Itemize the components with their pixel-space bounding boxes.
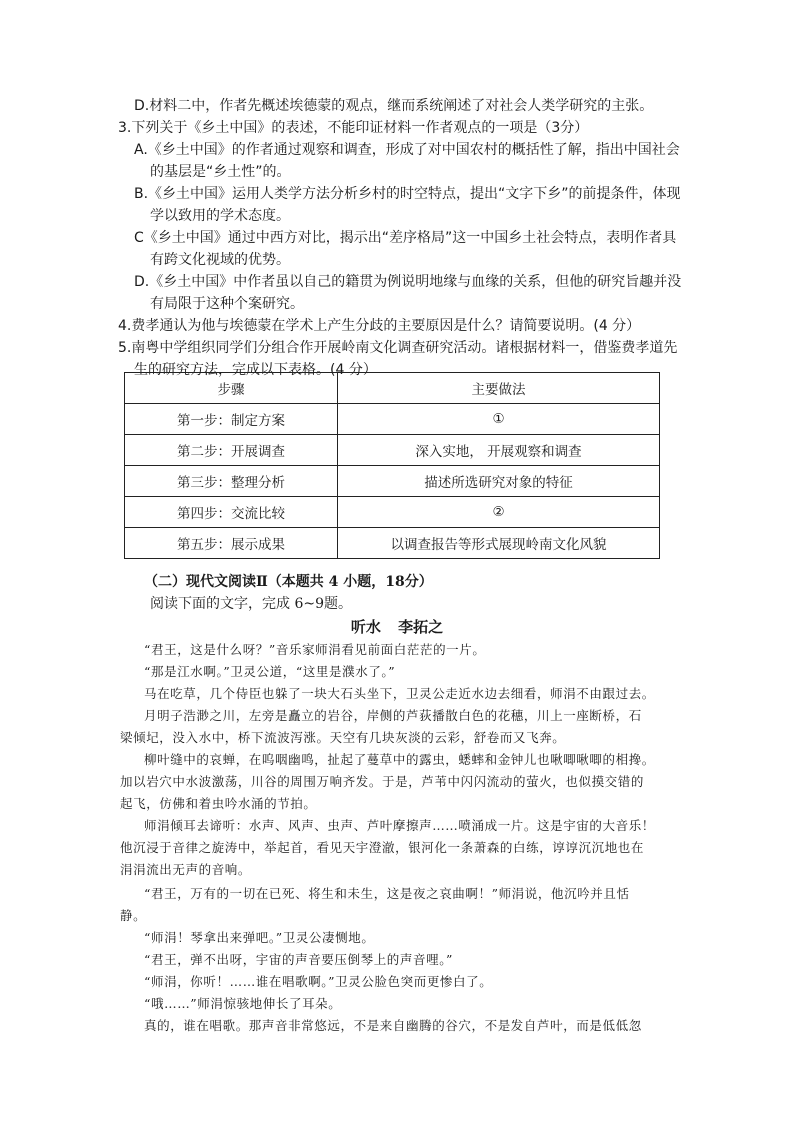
question-3-option-a-cont: 的基层是“乡土性”的。	[150, 164, 291, 180]
story-paragraph: 师涓倾耳去谛听：水声、风声、虫声、芦叶摩擦声……喷涌成一片。这是宇宙的大音乐！	[144, 818, 655, 833]
header-step: 步骤	[125, 373, 338, 404]
method-cell: 以调查报告等形式展现岭南文化风貌	[338, 528, 660, 559]
step-cell: 第五步：展示成果	[125, 528, 338, 559]
table-row	[125, 497, 660, 528]
story-title-line	[0, 616, 794, 637]
story-paragraph: “君王，万有的一切在已死、将生和未生，这是夜之哀曲啊！”师涓说，他沉吟并且恬	[144, 886, 630, 901]
question-3-option-b: B.《乡土中国》运用人类学方法分析乡村的时空特点，提出“文字下乡”的前提条件，体现	[134, 186, 681, 202]
question-5-stem: 5.南粤中学组织同学们分组合作开展岭南文化调查研究活动。诸根据材料一，借鉴费孝道先	[118, 340, 678, 356]
question-4-stem: 4.费孝通认为他与埃德蒙在学术上产生分歧的主要原因是什么？请简要说明。(4 分）	[118, 318, 641, 334]
question-3-option-c-cont: 有跨文化视域的优势。	[150, 252, 290, 268]
question-3-stem: 3.下列关于《乡土中国》的表述，不能印证材料一作者观点的一项是（3分）	[118, 120, 589, 136]
story-paragraph: 真的，谁在唱歌。那声音非常悠远，不是来自幽腾的谷穴，不是发自芦叶，而是低低忽	[144, 1018, 642, 1033]
reading-instruction: 阅读下面的文字，完成 6~9题。	[150, 596, 352, 612]
story-paragraph-cont: 起飞，仿佛和着虫吟水涌的节拍。	[120, 796, 317, 811]
step-cell: 第二步：开展调查	[125, 435, 338, 466]
question-3-option-d: D.《乡土中国》中作者虽以自己的籍贯为例说明地缘与血缘的关系，但他的研究旨趣并没	[134, 274, 682, 290]
header-method: 主要做法	[338, 373, 660, 404]
story-paragraph-cont: 涓涓流出无声的音响。	[120, 862, 252, 877]
story-paragraph: “师涓，你听！……谁在唱歌啊。”卫灵公脸色突而更惨白了。	[144, 974, 493, 989]
steps-table	[124, 372, 660, 559]
question-2-option-d: D.材料二中，作者先概述埃德蒙的观点，继而系统阐述了对社会人类学研究的主张。	[134, 98, 654, 114]
question-3-option-a: A.《乡土中国》的作者通过观察和调查，形成了对中国农村的概括性了解，指出中国社会	[134, 142, 680, 158]
story-paragraph-cont: 静。	[120, 908, 147, 923]
story-paragraph: 马在吃草，几个侍臣也躲了一块大石头坐下，卫灵公走近水边去细看，师涓不由跟过去。	[144, 686, 655, 701]
step-cell: 第四步：交流比较	[125, 497, 338, 528]
table-row	[125, 435, 660, 466]
table-row	[125, 404, 660, 435]
question-3-option-b-cont: 学以致用的学术态度。	[150, 208, 290, 224]
table-header-row	[125, 373, 660, 404]
story-paragraph: “哦……”师涓惊骇地伸长了耳朵。	[144, 996, 342, 1011]
method-cell: ②	[338, 497, 660, 528]
question-3-option-c: C《乡土中国》通过中西方对比，揭示出“差序格局”这一中国乡土社会特点，表明作者具	[134, 230, 677, 246]
table-row	[125, 528, 660, 559]
story-paragraph: “君王，弹不出呀，宇宙的声音要压倒琴上的声音哩。”	[144, 952, 454, 967]
story-paragraph: 月明子浩渺之川，左旁是矗立的岩谷，岸侧的芦荻播散白色的花穗，川上一座断桥，石	[144, 708, 642, 723]
step-cell: 第三步：整理分析	[125, 466, 338, 497]
story-author: 李拓之	[398, 618, 444, 636]
story-paragraph: “那是江水啊。”卫灵公道，“这里是濮水了。”	[144, 664, 396, 679]
story-paragraph-cont: 梁倾圮，没入水中，桥下流波泻涨。天空有几块灰淡的云彩，舒卷而又飞奔。	[120, 730, 566, 745]
step-cell: 第一步：制定方案	[125, 404, 338, 435]
story-paragraph-cont: 加以岩穴中水波激荡，川谷的周围万响齐发。于是，芦苇中闪闪流动的萤火，也似摸交错的	[120, 774, 645, 789]
method-cell: 描述所选研究对象的特征	[338, 466, 660, 497]
question-5-stem-cont: 生的研究方法，完成以下表格。(4 分）	[134, 362, 377, 378]
story-paragraph: “君王，这是什么呀？”音乐家师涓看见前面白茫茫的一片。	[144, 642, 486, 657]
story-paragraph: “师涓！琴拿出来弹吧。”卫灵公凄恻地。	[144, 930, 375, 945]
story-title: 听水	[350, 618, 381, 636]
method-cell: ①	[338, 404, 660, 435]
method-cell: 深入实地， 开展观察和调查	[338, 435, 660, 466]
story-paragraph: 柳叶缝中的哀蝉，在呜咽幽鸣，扯起了蔓草中的露虫，蟋蟀和金钟儿也啾唧啾唧的相搀。	[144, 752, 655, 767]
question-3-option-d-cont: 有局限于这种个案研究。	[150, 296, 304, 312]
section-heading: （二）现代文阅读Ⅱ（本题共 4 小题，18分）	[144, 574, 433, 590]
table-row	[125, 466, 660, 497]
story-paragraph-cont: 他沉浸于音律之旋涛中，举起首，看见天宇澄澈，银河化一条萧森的白练，谆谆沉沉地也在	[120, 840, 645, 855]
